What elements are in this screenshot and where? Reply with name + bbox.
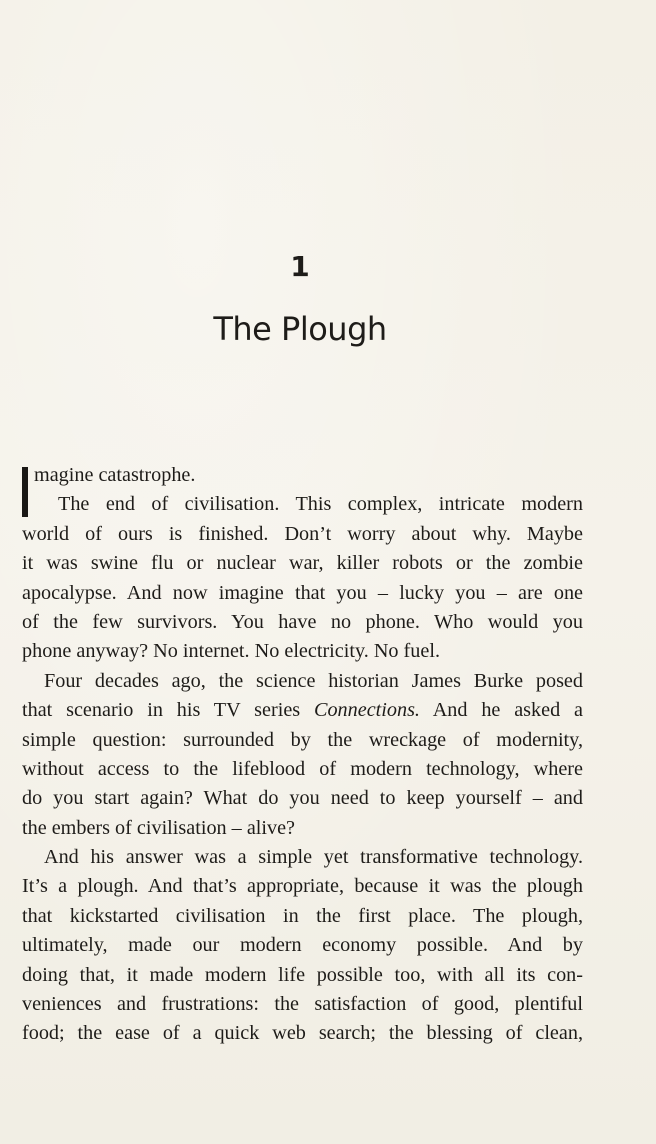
chapter-number: 1 [290, 250, 310, 283]
paragraph-4-line-4: ultimately, made our modern economy possible. And by [22, 934, 583, 957]
paragraph-2-line-2: world of ours is finished. Don’t worry about why. Maybe [22, 522, 583, 545]
paragraph-4-line-2: It’s a plough. And that’s appropriate, because it was the plough [22, 875, 583, 898]
drop-cap [22, 467, 28, 517]
paragraph-3-line-1: Four decades ago, the science historian James Burke posed [44, 669, 583, 692]
paragraph-4-line-7: food; the ease of a quick web search; the blessing of clean, [22, 1022, 583, 1045]
paragraph-3-line-2-after: And he asked a [432, 699, 583, 722]
paragraph-3-line-6: the embers of civilisation – alive? [22, 816, 296, 839]
paragraph-2-line-4: apocalypse. And now imagine that you – lucky you – are one [22, 581, 583, 604]
chapter-title: The Plough [213, 310, 387, 348]
body-text [22, 461, 583, 1049]
paragraph-1-text: magine catastrophe. [34, 464, 196, 486]
paragraph-3-line-5: do you start again? What do you need to keep yourself – and [22, 787, 583, 810]
paragraph-4-line-5: doing that, it made modern life possible too, with all its con- [22, 963, 583, 986]
paragraph-4-line-6: veniences and frustrations: the satisfaction of good, plentiful [22, 993, 583, 1016]
paragraph-4-line-3: that kickstarted civilisation in the first place. The plough, [22, 904, 583, 927]
paragraph-2-line-1-text: The end of civilisation. This complex, intricate modern [58, 493, 583, 516]
paragraph-1-line-1 [22, 461, 583, 490]
paragraph-3-line-4: without access to the lifeblood of modern technology, where [22, 757, 583, 780]
paragraph-3-line-2 [22, 696, 583, 725]
paragraph-3-line-2-before: that scenario in his TV series [22, 699, 301, 722]
paragraph-4-line-1: And his answer was a simple yet transformative technology. [44, 846, 583, 869]
paragraph-2-line-1 [22, 490, 583, 519]
tv-series-title: Connections. [314, 699, 420, 722]
paragraph-2-line-5: of the few survivors. You have no phone. Who would you [22, 610, 583, 633]
paragraph-2-line-3: it was swine flu or nuclear war, killer robots or the zombie [22, 552, 583, 575]
paragraph-3-line-3: simple question: surrounded by the wreckage of modernity, [22, 728, 583, 751]
paragraph-2-line-6: phone anyway? No internet. No electricity. No fuel. [22, 640, 440, 663]
